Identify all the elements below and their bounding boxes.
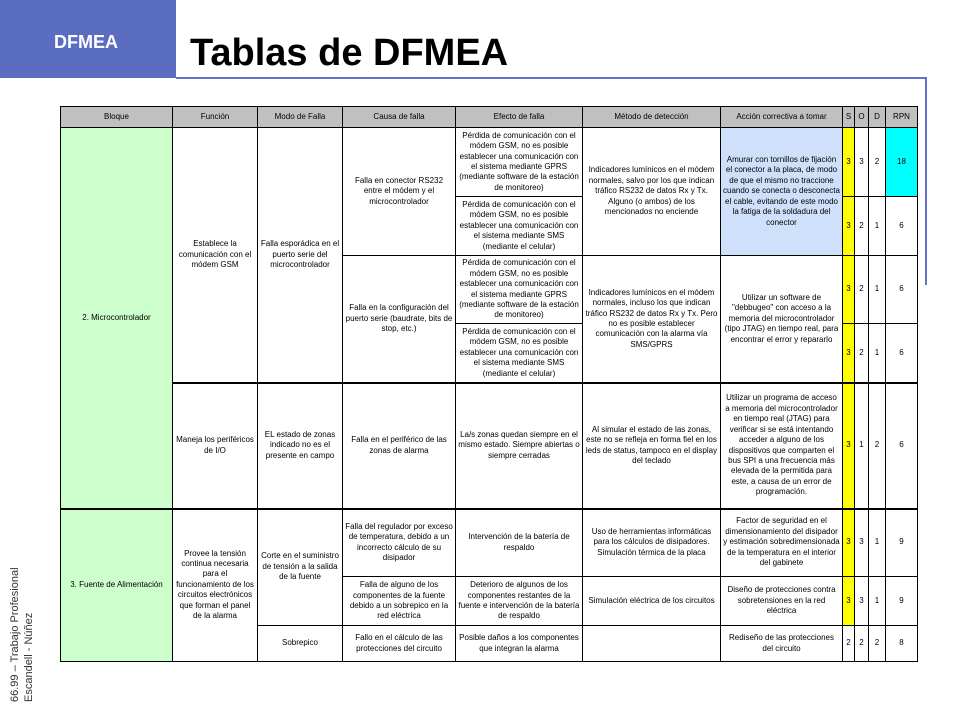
cell-o: 2 <box>855 626 868 661</box>
cell-causa: Falla en la configuración del puerto serie (baudrate, bits de stop, etc.) <box>343 256 455 382</box>
cell-o: 3 <box>855 509 868 576</box>
header-rule <box>176 77 927 79</box>
cell-efecto: Deterioro de algunos de los componentes restantes de la fuente e intervención de la batería de respaldo <box>456 577 582 625</box>
cell-causa: Falla de alguno de los componentes de la fuente debido a un sobrepico en la red eléctrica <box>343 577 455 625</box>
table-header-s: S <box>843 107 854 127</box>
cell-rpn-highlighted: 18 <box>886 128 917 196</box>
cell-rpn: 9 <box>886 509 917 576</box>
slide-title: Tablas de DFMEA <box>190 32 509 74</box>
cell-s: 3 <box>843 324 854 382</box>
table-header-efecto: Efecto de falla <box>456 107 582 127</box>
cell-rpn: 6 <box>886 383 917 508</box>
cell-d: 1 <box>869 324 885 382</box>
cell-accion: Rediseño de las protecciones del circuito <box>721 626 842 661</box>
cell-accion: Factor de seguridad en el dimensionamiento del disipador y estimación sobredimensionada de la temperatura en el interior del gabinete <box>721 509 842 576</box>
cell-d: 1 <box>869 197 885 255</box>
cell-causa: Falla en el periférico de las zonas de alarma <box>343 383 455 508</box>
cell-efecto: Posible daños a los componentes que integran la alarma <box>456 626 582 661</box>
cell-d: 1 <box>869 577 885 625</box>
footer-course: 66.99 – Trabajo Profesional <box>9 567 21 702</box>
table-header-causa: Causa de falla <box>343 107 455 127</box>
cell-o: 3 <box>855 128 868 196</box>
cell-efecto: Pérdida de comunicación con el módem GSM, no es posible establecer una comunicación con el sistema mediante SMS (mediante el celular) <box>456 324 582 382</box>
cell-efecto: Pérdida de comunicación con el módem GSM, no es posible establecer una comunicación con el sistema mediante GPRS (mediante software de la estación de monitoreo) <box>456 256 582 323</box>
cell-accion: Diseño de protecciones contra sobretensiones en la red eléctrica <box>721 577 842 625</box>
cell-d: 1 <box>869 509 885 576</box>
table-header-o: O <box>855 107 868 127</box>
cell-s: 3 <box>843 197 854 255</box>
cell-s: 3 <box>843 383 854 508</box>
cell-o: 3 <box>855 577 868 625</box>
cell-modo: EL estado de zonas indicado no es el presente en campo <box>258 383 342 508</box>
table-header-metodo: Método de detección <box>583 107 720 127</box>
cell-rpn: 9 <box>886 577 917 625</box>
cell-s: 3 <box>843 256 854 323</box>
cell-s: 2 <box>843 626 854 661</box>
cell-metodo: Uso de herramientas informáticas para los cálculos de disipadores. Simulación térmica de la placa <box>583 509 720 576</box>
table-header-d: D <box>869 107 885 127</box>
cell-modo: Falla esporádica en el puerto serie del microcontrolador <box>258 128 342 382</box>
cell-bloque: 2. Microcontrolador <box>61 128 172 508</box>
cell-d: 2 <box>869 626 885 661</box>
cell-d: 2 <box>869 383 885 508</box>
section-badge <box>0 0 176 78</box>
cell-efecto: Pérdida de comunicación con el módem GSM, no es posible establecer una comunicación con el sistema mediante GPRS (mediante software de la estación de monitoreo) <box>456 128 582 196</box>
cell-efecto: La/s zonas quedan siempre en el mismo estado. Siempre abiertas o siempre cerradas <box>456 383 582 508</box>
cell-s: 3 <box>843 577 854 625</box>
cell-efecto: Intervención de la batería de respaldo <box>456 509 582 576</box>
cell-causa: Falla del regulador por exceso de temperatura, debido a un incorrecto cálculo de su disipador <box>343 509 455 576</box>
slide-footer <box>8 512 36 702</box>
cell-metodo: Indicadores lumínicos en el módem normales, salvo por los que indican tráfico RS232 de datos Rx y Tx. Alguno (o ambos) de los mencionados no enciende <box>583 128 720 255</box>
table-header-bloque: Bloque <box>61 107 172 127</box>
cell-metodo-empty <box>583 626 720 661</box>
cell-o: 1 <box>855 383 868 508</box>
cell-rpn: 6 <box>886 197 917 255</box>
cell-efecto: Pérdida de comunicación con el módem GSM, no es posible establecer una comunicación con el sistema mediante SMS (mediante el celular) <box>456 197 582 255</box>
cell-funcion: Provee la tensión continua necesaria para el funcionamiento de los circuitos electrónicos que forman el panel de la alarma <box>173 509 257 661</box>
dfmea-table <box>60 106 918 662</box>
cell-metodo: Simulación eléctrica de los circuitos <box>583 577 720 625</box>
cell-funcion: Maneja los periféricos de I/O <box>173 383 257 508</box>
cell-funcion: Establece la comunicación con el módem GSM <box>173 128 257 382</box>
cell-modo: Sobrepico <box>258 626 342 661</box>
cell-causa: Fallo en el cálculo de las protecciones del circuito <box>343 626 455 661</box>
cell-o: 2 <box>855 324 868 382</box>
cell-d: 1 <box>869 256 885 323</box>
cell-s: 3 <box>843 509 854 576</box>
cell-rpn: 8 <box>886 626 917 661</box>
table-header-funcion: Función <box>173 107 257 127</box>
table-header-rpn: RPN <box>886 107 917 127</box>
cell-s: 3 <box>843 128 854 196</box>
cell-bloque: 3. Fuente de Alimentación <box>61 509 172 661</box>
cell-causa: Falla en conector RS232 entre el módem y el microcontrolador <box>343 128 455 255</box>
cell-metodo: Al simular el estado de las zonas, este no se refleja en forma fiel en los leds de status, tampoco en el display del teclado <box>583 383 720 508</box>
table-header-modo: Modo de Falla <box>258 107 342 127</box>
cell-accion: Utilizar un programa de acceso a memoria del microcontrolador en tiempo real (JTAG) para verificar si se está intentando acceder a alguno de los dispositivos que comparten el bus SPI a una frecuencia más elevada de la permitida para este, a causa de un error de programación. <box>721 383 842 508</box>
side-rule <box>925 77 927 285</box>
cell-o: 2 <box>855 197 868 255</box>
cell-rpn: 6 <box>886 256 917 323</box>
cell-accion: Utilizar un software de "debbugeo" con acceso a la memoria del microcontrolador (tipo JTAG) en tiempo real, para encontrar el error y repararlo <box>721 256 842 382</box>
cell-rpn: 6 <box>886 324 917 382</box>
cell-accion-highlighted: Amurar con tornillos de fijación el conector a la placa, de modo de que el mismo no traccione cuando se conecta o desconecta el cable, evitando de este modo la fatiga de la soldadura del conector <box>721 128 842 255</box>
table-header-accion: Acción correctiva a tomar <box>721 107 842 127</box>
cell-modo: Corte en el suministro de tensión a la salida de la fuente <box>258 509 342 625</box>
cell-d: 2 <box>869 128 885 196</box>
footer-authors: Escandell - Núñez <box>23 612 35 702</box>
section-badge-label: DFMEA <box>54 32 118 52</box>
cell-metodo: Indicadores lumínicos en el módem normales, incluso los que indican tráfico RS232 de datos Rx y Tx. Pero no es posible establecer comunicación con la alarma vía SMS/GPRS <box>583 256 720 382</box>
cell-o: 2 <box>855 256 868 323</box>
